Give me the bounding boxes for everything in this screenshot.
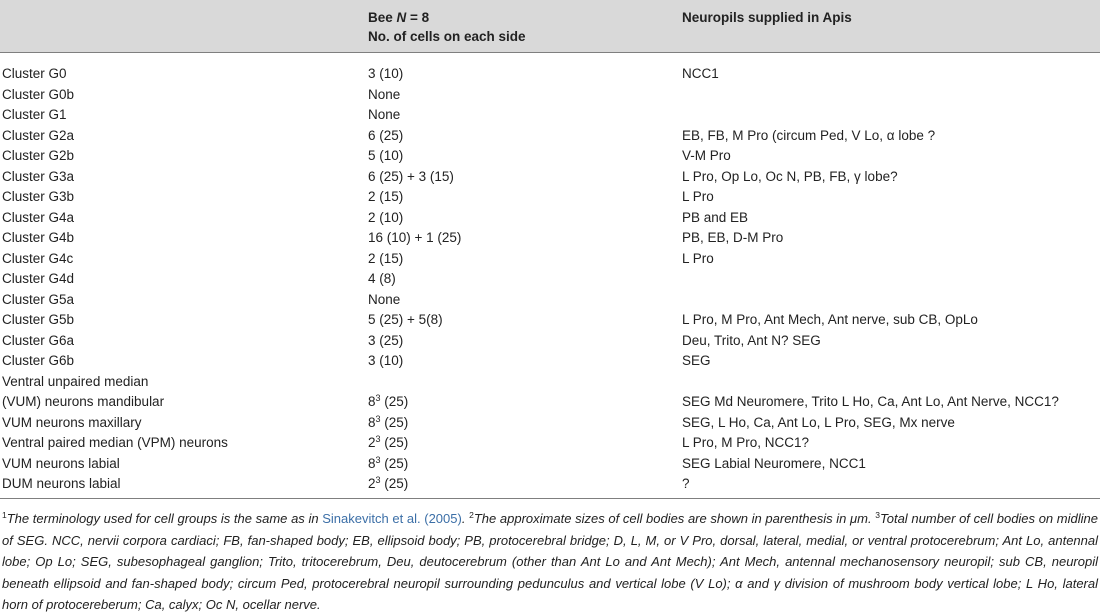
table-row xyxy=(0,146,1100,167)
cell-cells: 16 (10) + 1 (25) xyxy=(368,230,462,245)
cell-cluster: VUM neurons labial xyxy=(2,455,120,471)
header-bee-n: N xyxy=(396,10,407,25)
table-row xyxy=(0,351,1100,372)
cell-size: (25) xyxy=(380,394,409,409)
cell-cells: 3 (10) xyxy=(368,66,404,81)
cell-cluster: Cluster G2a xyxy=(2,127,75,143)
cell-cluster: Cluster G4d xyxy=(2,271,75,286)
cell-neuropils: SEG Md Neuromere, Trito L Ho, Ca, Ant Lo, Ant Nerve, NCC1? xyxy=(682,394,1059,409)
cell-cells: 6 (25) + 3 (15) xyxy=(368,168,454,184)
cell-cluster: Cluster G5b xyxy=(2,312,75,327)
cell-cells: 6 (25) xyxy=(368,127,404,143)
cell-neuropils: L Pro xyxy=(682,189,714,204)
cell-cluster: Cluster G3a xyxy=(2,168,75,184)
cell-neuropils: L Pro, M Pro, NCC1? xyxy=(682,435,810,450)
cell-count: 8 xyxy=(368,394,376,409)
cell-count: 8 xyxy=(368,455,376,471)
table-row xyxy=(0,249,1100,270)
table-row xyxy=(0,392,1100,413)
cell-neuropils: SEG, L Ho, Ca, Ant Lo, L Pro, SEG, Mx nerve xyxy=(682,414,955,430)
cell-neuropils: PB, EB, D-M Pro xyxy=(682,230,784,245)
cell-cluster: Cluster G6a xyxy=(2,332,75,348)
table-row xyxy=(0,187,1100,208)
cell-cells: None xyxy=(368,291,401,307)
cell-cluster: Cluster G0 xyxy=(2,66,67,81)
cell-count: 2 xyxy=(368,476,376,491)
cell-cells: 5 (25) + 5(8) xyxy=(368,312,443,327)
cell-cluster: Cluster G3b xyxy=(2,189,75,204)
header-cluster xyxy=(0,0,368,52)
cell-cells: None xyxy=(368,107,401,122)
table-row xyxy=(0,433,1100,454)
footnote-part-2: . xyxy=(461,511,470,526)
cell-cells: 4 (8) xyxy=(368,271,396,286)
cell-size: (25) xyxy=(380,476,409,491)
cell-size: (25) xyxy=(380,414,409,430)
cell-neuropils: ? xyxy=(682,476,690,491)
cell-superscript: 3 xyxy=(375,454,381,465)
footnote-part-1: The terminology used for cell groups is the same as in xyxy=(6,511,323,526)
table-row xyxy=(0,269,1100,290)
footnote-sup-3: 3 xyxy=(875,510,880,520)
cell-cells xyxy=(368,372,682,393)
table-row xyxy=(0,53,1100,85)
header-bee-suffix: = 8 xyxy=(406,10,430,25)
table-row xyxy=(0,372,1100,393)
cell-cells xyxy=(368,392,682,413)
table-row xyxy=(0,126,1100,147)
cell-neuropils: L Pro, Op Lo, Oc N, PB, FB, γ lobe? xyxy=(682,168,898,184)
cell-neuropils: Deu, Trito, Ant N? SEG xyxy=(682,332,821,348)
cell-cluster: Cluster G2b xyxy=(2,148,75,163)
cell-neuropils xyxy=(682,85,1100,106)
table-row xyxy=(0,413,1100,434)
header-bee-prefix: Bee xyxy=(368,10,397,25)
cell-size: (25) xyxy=(380,435,409,450)
cell-cluster: Cluster G4b xyxy=(2,230,75,245)
table-row xyxy=(0,331,1100,352)
cell-neuropils xyxy=(682,290,1100,311)
cell-cluster: Cluster G6b xyxy=(2,353,75,368)
cell-cells: 3 (10) xyxy=(368,353,404,368)
footnote-part-4: Total number of cell bodies on midline of SEG. NCC, nervii corpora cardiaci; FB, fan-shaped body; EB, ellipsoid body; PB, protocerebral bridge; D, L, M, or V Pro, dorsal, lateral, medial, or ventral protocerebrum; Ant Lo, antennal lobe; Op Lo; SEG, subesophageal ganglion; Trito, tritocerebrum, Deu, deutocerebrum (other than Ant Lo and Ant Mech); Ant Mech, antennal mechanosensory neuropil; sub CB, neuropil beneath ellipsoid and fan-shaped body; circum Ped, protocerebral neuropil surrounding pedunculus and vertical lobe (V Lo); α and γ division of mushroom body vertical lobe; L Ho, lateral horn of protocereberum; Ca, calyx; Oc N, ocellar nerve. xyxy=(2,511,1098,612)
cell-superscript: 3 xyxy=(375,413,381,424)
cell-cells: None xyxy=(368,86,401,102)
footnote-citation-link[interactable]: Sinakevitch et al. (2005) xyxy=(322,511,462,526)
cell-superscript: 3 xyxy=(375,434,381,444)
table-row xyxy=(0,474,1100,495)
header-row xyxy=(0,0,1100,52)
table-row xyxy=(0,228,1100,249)
cell-cells: 2 (15) xyxy=(368,250,404,266)
cell-cluster: Cluster G0b xyxy=(2,86,75,102)
cell-neuropils: NCC1 xyxy=(682,66,719,81)
table-body xyxy=(0,53,1100,498)
table-footnote xyxy=(2,508,1098,616)
cell-neuropils: L Pro xyxy=(682,250,714,266)
table-row xyxy=(0,454,1100,475)
cell-cells xyxy=(368,433,682,454)
cell-neuropils: EB, FB, M Pro (circum Ped, V Lo, α lobe ? xyxy=(682,127,936,143)
table-row xyxy=(0,310,1100,331)
footnote-sup-2: 2 xyxy=(469,510,474,520)
cell-cluster: Cluster G1 xyxy=(2,107,67,122)
cell-neuropils: PB and EB xyxy=(682,209,749,225)
cell-neuropils xyxy=(682,269,1100,290)
header-neuropils: Neuropils supplied in Apis xyxy=(682,10,852,25)
table-bottom-rule xyxy=(0,498,1100,499)
cell-cells: 3 (25) xyxy=(368,332,404,348)
footnote-sup-1: 1 xyxy=(2,510,7,520)
cell-neuropils: SEG xyxy=(682,353,711,368)
table-row xyxy=(0,208,1100,229)
cell-superscript: 3 xyxy=(375,475,381,485)
cell-count: 8 xyxy=(368,414,376,430)
header-cells-per-side: No. of cells on each side xyxy=(368,29,526,44)
cell-neuropils: L Pro, M Pro, Ant Mech, Ant nerve, sub CB, OpLo xyxy=(682,312,978,327)
cell-superscript: 3 xyxy=(375,393,381,403)
cell-cells: 2 (10) xyxy=(368,209,404,225)
cell-cluster: Cluster G5a xyxy=(2,291,75,307)
cell-size: (25) xyxy=(380,455,409,471)
cell-cells xyxy=(368,454,682,475)
cell-cluster: VUM neurons maxillary xyxy=(2,414,142,430)
cell-cluster: Ventral unpaired median xyxy=(2,373,149,389)
cell-cluster: (VUM) neurons mandibular xyxy=(2,394,165,409)
cell-cells: 2 (15) xyxy=(368,189,404,204)
cell-neuropils: V-M Pro xyxy=(682,148,731,163)
footnote-part-3: The approximate sizes of cell bodies are shown in parenthesis in μm. xyxy=(473,511,876,526)
header-bee-cells xyxy=(368,0,682,52)
cell-cells: 5 (10) xyxy=(368,148,404,163)
table-row xyxy=(0,167,1100,188)
cell-cells xyxy=(368,474,682,495)
cell-neuropils xyxy=(682,372,1100,393)
cell-cluster: Cluster G4a xyxy=(2,209,75,225)
cell-cluster: Ventral paired median (VPM) neurons xyxy=(2,435,228,450)
cell-cluster: DUM neurons labial xyxy=(2,476,121,491)
table-row xyxy=(0,290,1100,311)
cell-cluster: Cluster G4c xyxy=(2,250,74,266)
cell-cells xyxy=(368,413,682,434)
cell-count: 2 xyxy=(368,435,376,450)
cell-neuropils xyxy=(682,105,1100,126)
table-row xyxy=(0,105,1100,126)
table-row xyxy=(0,85,1100,106)
cell-neuropils: SEG Labial Neuromere, NCC1 xyxy=(682,455,866,471)
